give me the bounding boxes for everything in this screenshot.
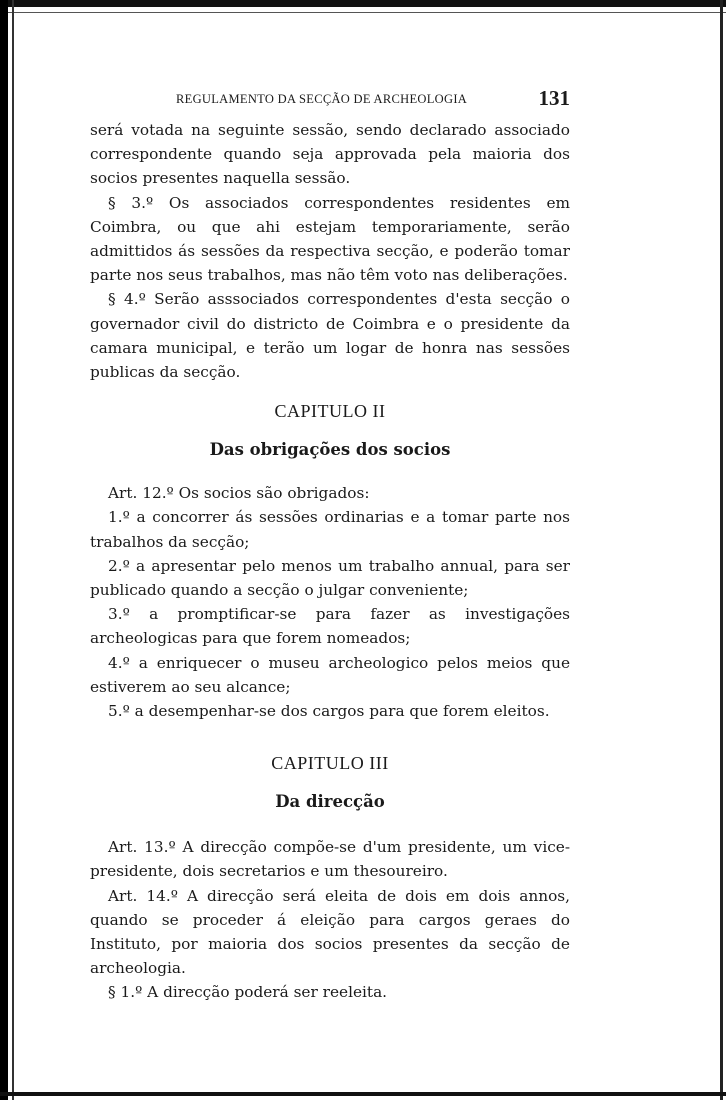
- scan-border-right: [720, 0, 723, 1100]
- article-12: Art. 12.º Os socios são obrigados:: [108, 484, 370, 503]
- scan-inner-line-left: [12, 0, 14, 1100]
- article-12-item-2: 2.º a apresentar pelo menos um trabalho annual, para ser publicado quando a secção o julgar conveniente;: [90, 556, 570, 600]
- article-14-paragraph-1: § 1.º A direcção poderá ser reeleita.: [108, 983, 388, 1002]
- article-12-item-4: 4.º a enriquecer o museu archeologico pelos meios que estiverem ao seu alcance;: [90, 653, 570, 696]
- paragraph-section-3: § 3.º Os associados correspondentes residentes em Coimbra, ou que ahi estejam temporariamente, serão admittidos ás sessões da respectiva secção, e poderão tomar parte nos seus trabalhos, mas não têm voto nas deliberações.: [90, 193, 570, 285]
- article-12-item-5: 5.º a desempenhar-se dos cargos para que forem eleitos.: [108, 702, 550, 721]
- scan-border-top: [0, 0, 726, 7]
- chapter-3-subtitle: Da direcção: [275, 792, 385, 812]
- article-12-item-1: 1.º a concorrer ás sessões ordinarias e a tomar parte nos trabalhos da secção;: [90, 508, 570, 551]
- chapter-3-heading: CAPITULO III: [271, 753, 389, 774]
- page-number: 131: [538, 86, 570, 110]
- article-12-item-3: 3.º a promptificar-se para fazer as investigações archeologicas para que forem nomeados;: [90, 605, 570, 648]
- scan-border-left: [0, 0, 8, 1100]
- article-13: Art. 13.º A direcção compõe-se d'um presidente, um vice-presidente, dois secretarios e um thesoureiro.: [90, 838, 570, 881]
- running-head: [90, 88, 570, 114]
- running-title: REGULAMENTO DA SECÇÃO DE ARCHEOLOGIA: [176, 92, 468, 106]
- paragraph-section-4: § 4.º Serão asssociados correspondentes d'esta secção o governador civil do districto de Coimbra e o presidente da camara municipal, e terão um logar de honra nas sessões publicas da secção.: [90, 290, 570, 382]
- article-14: Art. 14.º A direcção será eleita de dois em dois annos, quando se proceder á eleição para cargos geraes do Instituto, por maioria dos socios presentes da secção de archeologia.: [90, 886, 570, 978]
- page-body: [90, 118, 570, 1005]
- chapter-2-subtitle: Das obrigações dos socios: [209, 440, 451, 460]
- chapter-2-heading: CAPITULO II: [274, 401, 386, 422]
- book-page: [90, 88, 570, 1005]
- scan-border-bottom: [0, 1092, 726, 1096]
- paragraph-continuation: será votada na seguinte sessão, sendo declarado associado correspondente quando seja approvada pela maioria dos socios presentes naquella sessão.: [90, 121, 570, 188]
- scan-inner-line-top: [0, 12, 726, 13]
